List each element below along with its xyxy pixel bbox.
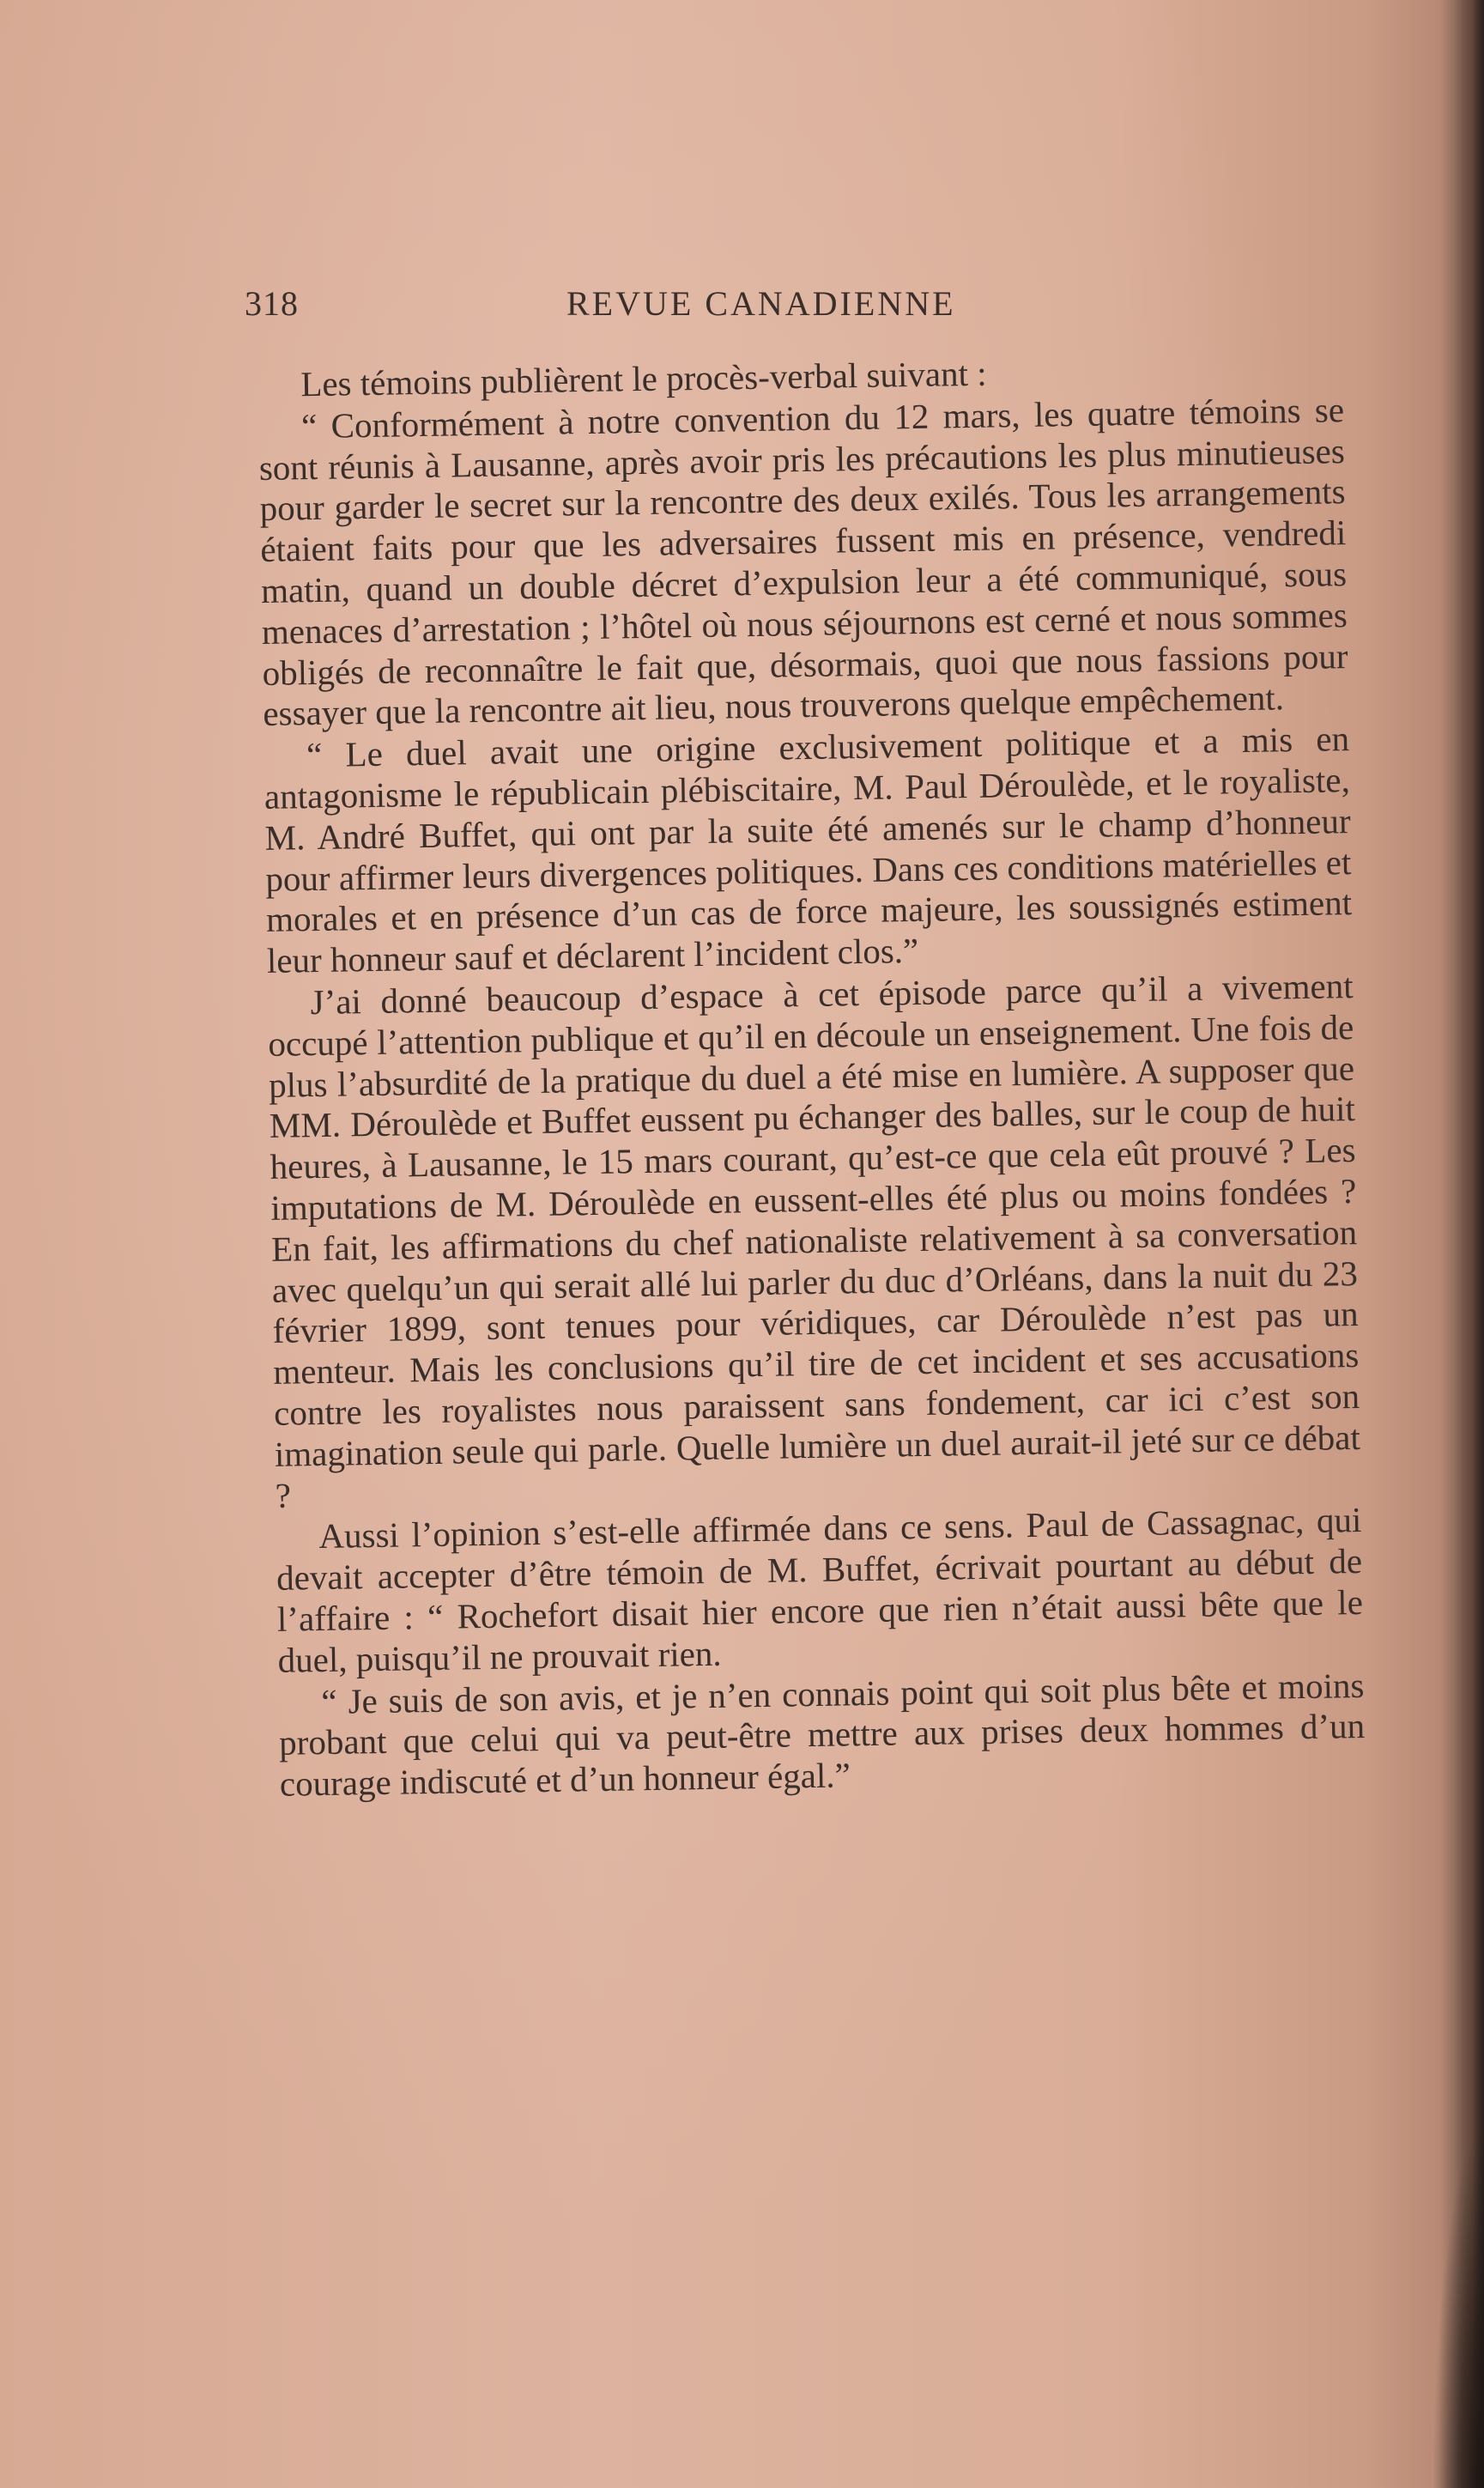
page-corner-shadow [1433, 2127, 1484, 2488]
paragraph-proces-verbal-2: “ Le duel avait une origine exclusivement politique et a mis en antagonisme le républicain plébiscitaire, M. Paul Déroulède, et le royaliste, M. André Buffet, qui ont par la suite été amenés sur le champ d’honneur pour affirmer leurs divergences politiques. Dans ces conditions matérielles et morales et en présence d’un cas de force majeure, les soussignés estiment leur honneur sauf et déclarent l’incident clos.” [263, 719, 1353, 981]
running-title: REVUE CANADIENNE [566, 284, 956, 323]
paragraph-proces-verbal-1: “ Conformément à notre convention du 12 mars, les quatre témoins se sont réunis à Lausanne, après avoir pris les précautions les plus minutieuses pour garder le secret sur la rencontre des deux exilés. Tous les arrangements étaient faits pour que les adversaires fussent mis en présence, vendredi matin, quand un double décret d’expulsion leur a été communiqué, sous menaces d’arrestation ; l’hôtel où nous séjournons est cerné et nous sommes obligés de reconnaître le fait que, désormais, quoi que nous fassions pour essayer que la rencontre ait lieu, nous trouverons quelque empêchement. [258, 389, 1348, 734]
paragraph-intro: Les témoins publièrent le procès-verbal suivant : [300, 353, 987, 404]
page-edge-shadow [1455, 0, 1484, 2488]
paragraph-commentary: J’ai donné beaucoup d’espace à cet épisode parce qu’il a vivement occupé l’attention publique et qu’il en découle un enseignement. Une fois de plus l’absurdité de la pratique du duel a été mise en lumière. A supposer que MM. Déroulède et Buffet eussent pu échanger des balles, sur le coup de huit heures, à Lausanne, le 15 mars courant, qu’est-ce que cela eût prouvé ? Les imputations de M. Déroulède en eussent-elles été plus ou moins fondées ? En fait, les affirmations du chef nationaliste relativement à sa conversation avec quelqu’un qui serait allé lui parler du duc d’Orléans, dans la nuit du 23 février 1899, sont tenues pour véridiques, car Déroulède n’est pas un menteur. Mais les conclusions qu’il tire de cet incident et ses accusations contre les royalistes nous paraissent sans fondement, car ici c’est son imagination seule qui parle. Quelle lumière un duel aurait-il jeté sur ce débat ? [268, 965, 1361, 1515]
paragraph-opinion: Aussi l’opinion s’est-elle affirmée dans ce sens. Paul de Cassagnac, qui devait accepter d’être témoin de M. Buffet, écrivait pourtant au début de l’affaire : “ Rochefort disait hier encore que rien n’était aussi bête que le duel, puisqu’il ne prouvait rien. [276, 1500, 1364, 1680]
paragraph-quote: “ Je suis de son avis, et je n’en connais point qui soit plus bête et moins probant que celui qui va peut-être mettre aux prises deux hommes d’un courage indiscuté et d’un honneur égal.” [278, 1665, 1366, 1804]
page-header [245, 283, 1030, 335]
page-number: 318 [245, 284, 299, 323]
body-text [257, 348, 1366, 1805]
